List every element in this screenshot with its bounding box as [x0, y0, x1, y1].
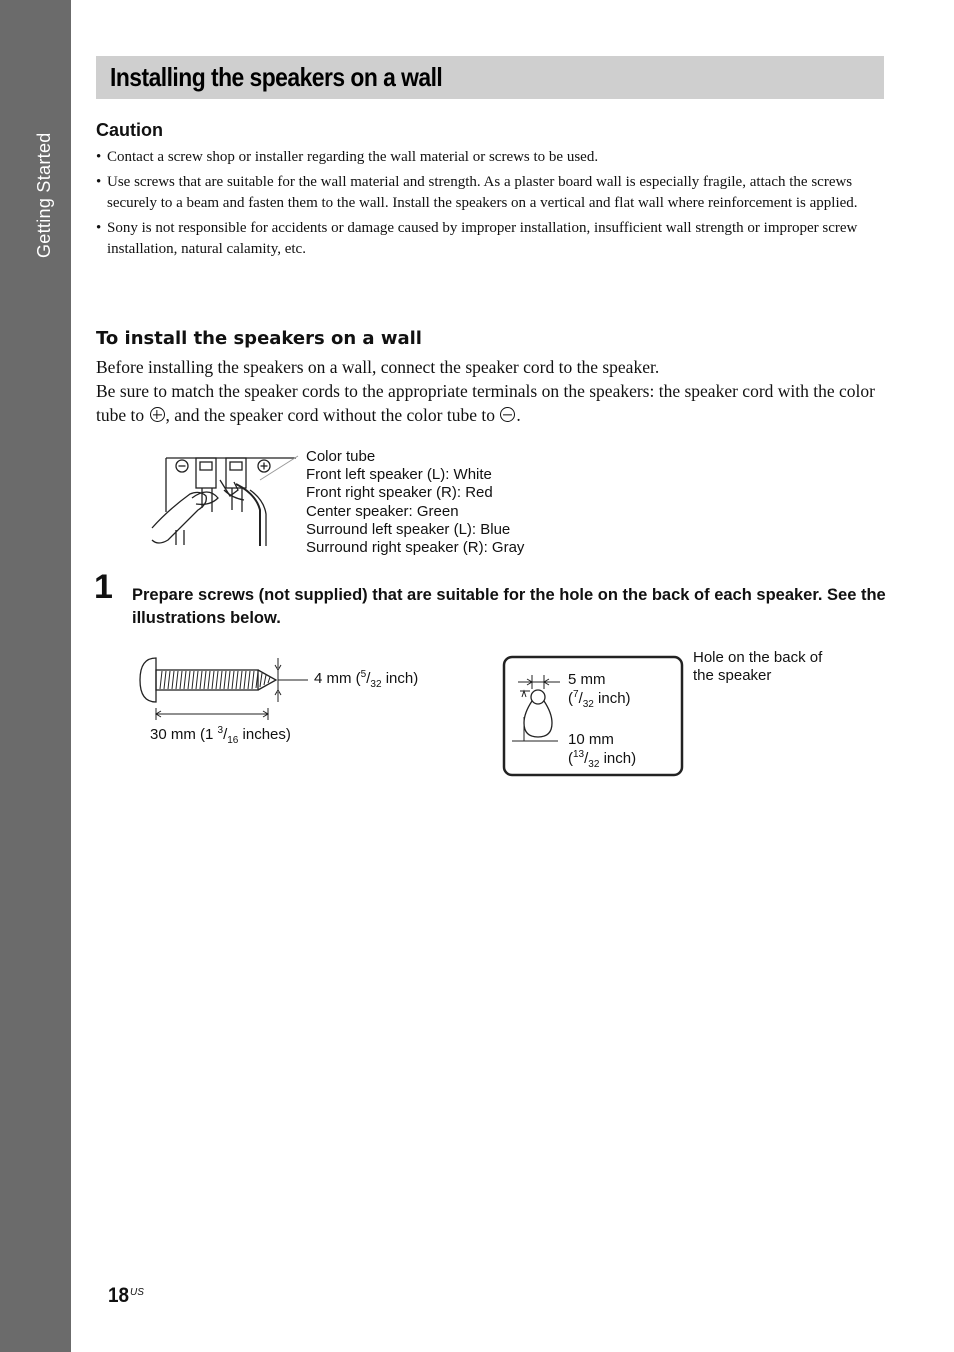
page-title: Installing the speakers on a wall	[110, 62, 443, 92]
color-tube-item: Surround left speaker (L): Blue	[306, 520, 511, 538]
install-text: .	[516, 405, 521, 425]
caution-heading: Caution	[96, 120, 163, 140]
caution-item: • Contact a screw shop or installer regarding the wall material or screws to be used.	[96, 147, 886, 169]
install-heading: To install the speakers on a wall	[96, 328, 422, 349]
step-number: 1	[94, 568, 113, 606]
color-tube-title: Color tube	[306, 448, 376, 465]
color-tube-item: Surround right speaker (R): Gray	[306, 539, 525, 557]
caution-list	[96, 147, 886, 264]
color-tube-list	[306, 448, 524, 557]
install-text: , and the speaker cord without the color tube to	[165, 405, 500, 425]
page-number: 18	[108, 1284, 130, 1307]
step-text: Prepare screws (not supplied) that are suitable for the hole on the back of each speaker. See the illustrations below.	[132, 586, 886, 627]
hole-caption: Hole on the back of the speaker	[693, 649, 823, 684]
section-tab: Getting Started	[34, 132, 54, 258]
hole-height-label: 10 mm ($^{13}/_{32}$ inch)	[568, 731, 637, 770]
install-text: Be sure to match the speaker cords to the appropriate terminals on the speakers: the speaker cord with the color tube to	[96, 381, 875, 425]
screw-length-label: 30 mm (1 $^3/_{16}$ inches)	[150, 725, 291, 746]
screw-diameter-label: 4 mm ($^5/_{32}$ inch)	[314, 669, 419, 690]
install-paragraph-1: Before installing the speakers on a wall, connect the speaker cord to the speaker.	[96, 357, 660, 377]
caution-item: • Sony is not responsible for accidents or damage caused by improper installation, insufficient wall strength or improper screw installation, natural calamity, etc.	[96, 218, 886, 261]
color-tube-item: Front right speaker (R): Red	[306, 484, 493, 502]
color-tube-item: Front left speaker (L): White	[306, 466, 492, 484]
install-paragraph-2	[96, 379, 891, 427]
color-tube-item: Center speaker: Green	[306, 502, 459, 520]
install-body	[96, 355, 891, 427]
hole-width-label: 5 mm ($^7/_{32}$ inch)	[568, 671, 631, 710]
screw-illustration	[130, 650, 330, 730]
plus-terminal-icon	[150, 407, 165, 422]
page-region: US	[130, 1287, 144, 1298]
minus-terminal-icon	[500, 407, 515, 422]
caution-item: • Use screws that are suitable for the wall material and strength. As a plaster board wall is especially fragile, attach the screws securely to a beam and fasten them to the wall. Install the speakers on a vertical and flat wall where reinforcement is applied.	[96, 172, 886, 215]
speaker-terminal-illustration	[148, 450, 308, 550]
title-bar	[96, 56, 884, 99]
